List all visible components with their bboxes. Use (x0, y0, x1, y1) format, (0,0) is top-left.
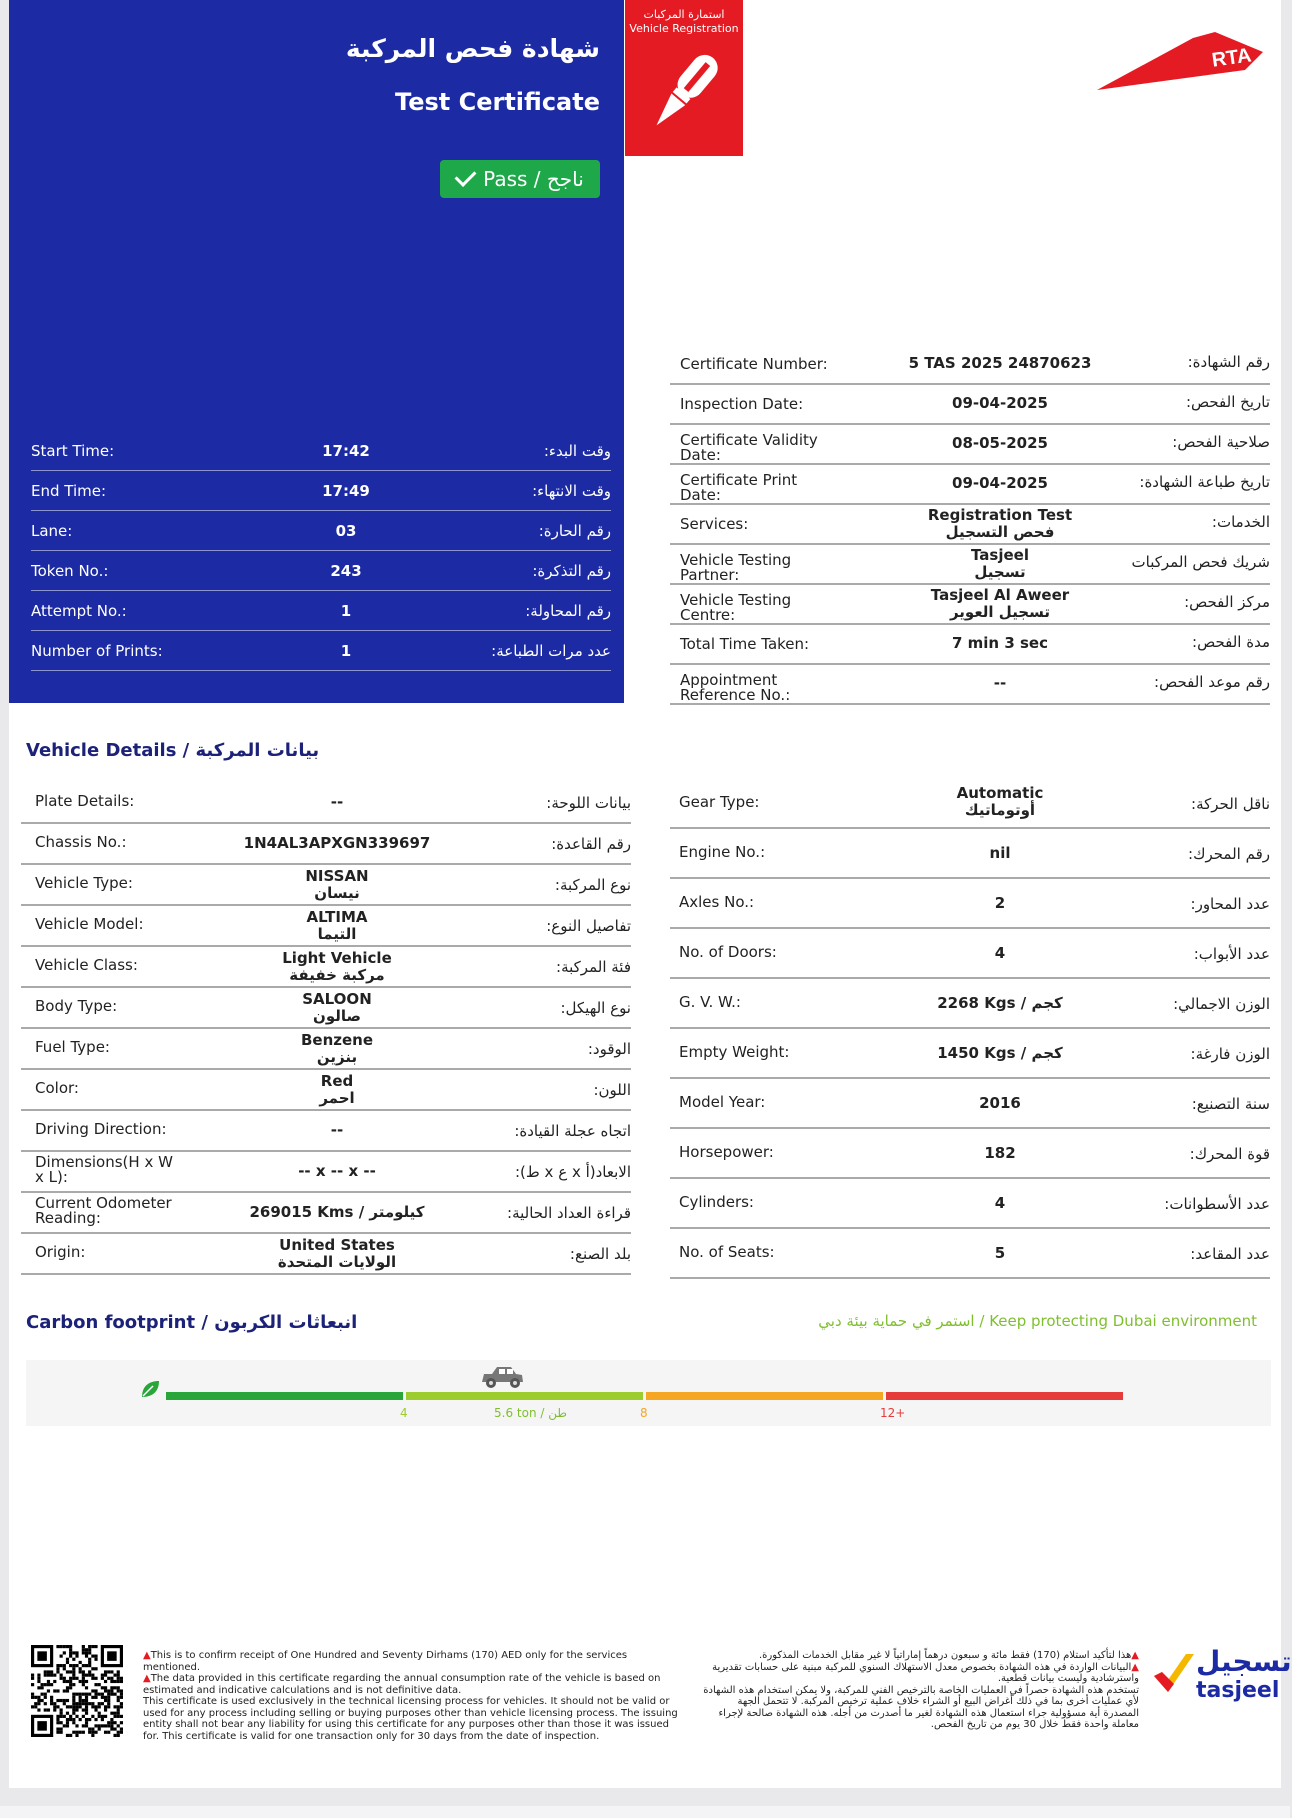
row-label-ar: اللون: (593, 1081, 631, 1099)
row-label-en: Axles No.: (679, 893, 755, 911)
row-value (870, 675, 1130, 692)
registration-tab-english: Vehicle Registration (629, 22, 739, 35)
vehicle-detail-row (21, 1028, 631, 1070)
row-value (870, 1145, 1130, 1162)
row-value-secondary: مركبة خفيفة (289, 966, 385, 984)
row-value-secondary: احمر (319, 1089, 355, 1107)
row-value (226, 1073, 448, 1107)
row-label-en: Appointment Reference No.: (680, 671, 791, 704)
row-label-en: No. of Doors: (679, 943, 777, 961)
row-label-en: No. of Seats: (679, 1243, 775, 1261)
registration-tab-arabic: استمارة المركبات (643, 8, 725, 21)
row-value-primary: 09-04-2025 (952, 394, 1048, 412)
vehicle-detail-row (21, 1233, 631, 1275)
row-label-ar: وقت الانتهاء: (532, 482, 611, 500)
vehicle-detail-row (21, 823, 631, 865)
row-value (870, 507, 1130, 541)
row-value (870, 945, 1130, 962)
vehicle-detail-row (670, 829, 1270, 879)
row-label-ar: رقم الحارة: (538, 522, 611, 540)
row-label-en: Fuel Type: (35, 1038, 110, 1056)
row-value-primary: 182 (984, 1144, 1016, 1162)
vehicle-detail-row (21, 1151, 631, 1193)
header-panel (9, 0, 624, 703)
row-value-primary: 4 (994, 944, 1006, 962)
carbon-segment-green (166, 1392, 403, 1400)
row-value-primary: Registration Test (927, 506, 1073, 524)
row-value-secondary: فحص التسجيل (945, 523, 1055, 541)
row-value-primary: 5 TAS 2025 24870623 (908, 354, 1092, 372)
row-label-en: Number of Prints: (31, 642, 163, 660)
row-label-en: Driving Direction: (35, 1120, 167, 1138)
row-value: 17:42 (322, 442, 370, 460)
row-label-ar: قوة المحرك: (1189, 1145, 1270, 1163)
row-value: 1 (340, 602, 352, 620)
row-value-secondary: صالون (313, 1007, 361, 1025)
row-label-ar: رقم التذكرة: (532, 562, 611, 580)
row-label-en: Vehicle Testing Partner: (680, 551, 792, 584)
rta-logo-text: RTA (1210, 44, 1253, 72)
row-value-primary: NISSAN (305, 867, 369, 885)
row-value (870, 547, 1130, 581)
certificate-info-row (670, 583, 1270, 625)
vehicle-detail-row (21, 1110, 631, 1152)
row-label-ar: بلد الصنع: (569, 1245, 631, 1263)
rta-logo (1095, 30, 1265, 98)
row-label-ar: عدد الأبواب: (1193, 945, 1270, 963)
row-value (870, 1095, 1130, 1112)
row-value (226, 835, 448, 852)
tasjeel-check-icon (1152, 1650, 1196, 1702)
row-label-ar: الخدمات: (1211, 513, 1270, 531)
car-marker-icon (478, 1364, 526, 1390)
row-value (870, 435, 1130, 452)
row-label-en: Vehicle Type: (35, 874, 133, 892)
disclaimer-english (143, 1650, 683, 1742)
row-value (870, 1195, 1130, 1212)
vehicle-detail-row (670, 1029, 1270, 1079)
disclaimer-ar-2: ▲البيانات الواردة في هذه الشهادة بخصوص معدل الاستهلاك السنوي للمركبة مبنية على حسابات تقديرية واسترشادية وليست بيانات قطعية. (712, 1661, 1139, 1684)
row-value-primary: Red (320, 1072, 354, 1090)
row-value-secondary: تسجيل العوير (949, 603, 1051, 621)
row-value-primary: -- (330, 793, 344, 811)
certificate-info-row (670, 623, 1270, 665)
vehicle-detail-row (21, 987, 631, 1029)
row-label-en: Services: (680, 515, 749, 533)
row-value-primary: -- (330, 1121, 344, 1139)
row-label-ar: شريك فحص المركبات (1131, 553, 1270, 571)
row-label-ar: الابعاد(أ x ع x ط): (515, 1163, 631, 1181)
certificate-info-row (670, 343, 1270, 385)
row-value-primary: Automatic (956, 784, 1044, 802)
row-value (870, 1245, 1130, 1262)
vehicle-detail-row (670, 1079, 1270, 1129)
row-value-primary: ALTIMA (306, 908, 368, 926)
certificate-info-row (670, 663, 1270, 705)
row-label-ar: عدد المحاور: (1190, 895, 1270, 913)
row-value (226, 794, 448, 811)
inspection-time-row (31, 510, 611, 551)
row-label-en: Start Time: (31, 442, 115, 460)
row-label-en: Color: (35, 1079, 79, 1097)
row-value (870, 785, 1130, 819)
vehicle-detail-row (670, 1229, 1270, 1279)
row-label-en: Horsepower: (679, 1143, 774, 1161)
row-value: 1 (340, 642, 352, 660)
row-label-en: Certificate Print Date: (680, 471, 798, 504)
disclaimer-en-3: This certificate is used exclusively in the technical licensing process for vehicles. It should not be valid or used for any process including selling or buying purposes other than vehicle licensing process. The issuing entity shall not bear any liability for using this certificate for any purposes other than those it was issued for. This certificate is valid for one transaction only for 30 days from the date of inspection. (143, 1696, 678, 1742)
row-label-en: Total Time Taken: (680, 635, 810, 653)
row-label-ar: مدة الفحص: (1192, 633, 1270, 651)
row-value-primary: Benzene (300, 1031, 374, 1049)
row-value-secondary: أوتوماتيك (964, 801, 1036, 819)
row-value-secondary: تسجيل (974, 563, 1026, 581)
row-value-primary: 5 (994, 1244, 1006, 1262)
certificate-info-row (670, 383, 1270, 425)
row-label-en: Token No.: (31, 562, 109, 580)
row-label-ar: الوزن فارغة: (1190, 1045, 1270, 1063)
row-label-en: G. V. W.: (679, 993, 741, 1011)
row-label-ar: رقم المحاولة: (525, 602, 611, 620)
row-label-en: Vehicle Testing Centre: (680, 591, 792, 624)
carbon-segment-red (886, 1392, 1123, 1400)
inspection-time-row (31, 590, 611, 631)
carbon-subtitle: Keep protecting Dubai environment / استمر في حماية بيئة دبي (818, 1312, 1257, 1330)
certificate-info-row (670, 503, 1270, 545)
row-label-ar: الوزن الاجمالي: (1173, 995, 1270, 1013)
row-label-ar: تاريخ طباعة الشهادة: (1139, 473, 1270, 491)
row-label-en: Lane: (31, 522, 73, 540)
row-value-primary: 1450 Kgs / كجم (937, 1044, 1063, 1062)
row-value-primary: 2016 (979, 1094, 1021, 1112)
certificate-page (9, 0, 1292, 1788)
row-label-ar: بيانات اللوحة: (546, 794, 631, 812)
row-value-primary: 7 min 3 sec (952, 634, 1048, 652)
row-value (870, 845, 1130, 862)
check-icon (455, 165, 477, 187)
row-label-ar: عدد مرات الطباعة: (491, 642, 611, 660)
row-value (870, 1045, 1130, 1062)
title-english: Test Certificate (395, 88, 600, 116)
row-label-ar: فئة المركبة: (556, 958, 631, 976)
row-value-primary: 09-04-2025 (952, 474, 1048, 492)
row-value-primary: -- (993, 674, 1007, 692)
row-label-en: Attempt No.: (31, 602, 127, 620)
row-value-primary: United States (279, 1236, 395, 1254)
inspection-time-row (31, 430, 611, 471)
row-value (226, 950, 448, 984)
vehicle-detail-row (21, 905, 631, 947)
row-value (870, 355, 1130, 372)
row-label-ar: قراءة العداد الحالية: (507, 1204, 631, 1222)
certificate-info-row (670, 543, 1270, 585)
row-label-en: Plate Details: (35, 792, 135, 810)
leaf-icon (139, 1378, 161, 1400)
row-value-primary: 4 (994, 1194, 1006, 1212)
row-label-ar: رقم موعد الفحص: (1154, 673, 1270, 691)
row-label-en: Inspection Date: (680, 395, 804, 413)
row-value-secondary: الولايات المتحدة (277, 1253, 397, 1271)
registration-pen-icon (634, 41, 734, 141)
row-value-primary: 2 (994, 894, 1006, 912)
row-value-secondary: نيسان (314, 884, 360, 902)
vehicle-detail-row (670, 979, 1270, 1029)
row-value (226, 868, 448, 902)
carbon-segment-orange (646, 1392, 883, 1400)
row-value (870, 475, 1130, 492)
row-value-primary: nil (989, 844, 1011, 862)
tasjeel-logo-arabic: تسجيل (1196, 1645, 1292, 1678)
row-value (870, 895, 1130, 912)
row-label-ar: وقت البدء: (543, 442, 611, 460)
row-label-en: Origin: (35, 1243, 86, 1261)
title-arabic: شهادة فحص المركبة (345, 34, 600, 63)
row-value-secondary: بنزين (316, 1048, 358, 1066)
row-label-en: Current Odometer Reading: (35, 1194, 172, 1227)
row-value: 17:49 (322, 482, 370, 500)
vehicle-detail-row (21, 1069, 631, 1111)
vehicle-detail-row (670, 1129, 1270, 1179)
row-value (226, 991, 448, 1025)
row-label-ar: اتجاه عجلة القيادة: (514, 1122, 631, 1140)
carbon-footprint-title: Carbon footprint / انبعاثات الكربون (26, 1312, 358, 1333)
row-label-ar: تاريخ الفحص: (1185, 393, 1270, 411)
vehicle-detail-row (670, 1179, 1270, 1229)
row-value-primary: 1N4AL3APXGN339697 (243, 834, 431, 852)
row-value-primary: 2268 Kgs / كجم (937, 994, 1063, 1012)
row-value-primary: SALOON (302, 990, 372, 1008)
vehicle-detail-row (21, 1192, 631, 1234)
row-label-en: Certificate Number: (680, 355, 828, 373)
row-label-en: Body Type: (35, 997, 118, 1015)
row-label-ar: عدد المقاعد: (1190, 1245, 1270, 1263)
row-label-ar: مركز الفحص: (1184, 593, 1270, 611)
row-label-en: Gear Type: (679, 793, 760, 811)
row-value (870, 635, 1130, 652)
carbon-segment-lightgreen (406, 1392, 643, 1400)
vehicle-detail-row (21, 782, 631, 824)
row-label-ar: سنة التصنيع: (1191, 1095, 1270, 1113)
disclaimer-ar-1: ▲هذا لتأكيد استلام (170) فقط مائة و سبعون درهماً إماراتياً لا غير مقابل الخدمات المذكورة. (758, 1650, 1139, 1661)
row-value-primary: -- x -- x -- (298, 1162, 376, 1180)
row-label-ar: رقم القاعدة: (551, 835, 631, 853)
row-value (226, 1237, 448, 1271)
certificate-info-row (670, 463, 1270, 505)
row-value (226, 1032, 448, 1066)
carbon-value-label: 5.6 ton / طن (494, 1406, 567, 1420)
page-bottom-strip (0, 1806, 1290, 1818)
row-value-primary: Tasjeel Al Aweer (930, 586, 1070, 604)
tasjeel-logo-english: tasjeel (1196, 1678, 1280, 1703)
row-value-primary: Light Vehicle (282, 949, 392, 967)
row-value (226, 1204, 448, 1221)
row-label-ar: نوع المركبة: (554, 876, 631, 894)
inspection-time-row (31, 470, 611, 511)
row-label-en: End Time: (31, 482, 107, 500)
disclaimer-ar-3: تستخدم هذه الشهادة حصراً في العمليات الخاصة بالترخيص الفني للمركبة، ولا يمكن استخدام هذه الشهادة لأي عمليات أخرى بما في ذلك أغراض البيع أو الشراء خلاف عملية ترخيص المركبة. لا تتحمل الجهة المصدرة أية مسؤولية جراء استعمال هذه الشهادة لغير ما أصدرت من أجله. هذه الشهادة صالحة لإجراء معاملة واحدة فقط خلال 30 يوم من تاريخ الفحص. (703, 1684, 1139, 1730)
row-label-ar: صلاحية الفحص: (1172, 433, 1270, 451)
row-value (870, 995, 1130, 1012)
row-value (870, 395, 1130, 412)
carbon-tick-8: 8 (640, 1406, 648, 1420)
row-value (870, 587, 1130, 621)
certificate-info-row (670, 423, 1270, 465)
row-label-en: Chassis No.: (35, 833, 127, 851)
row-label-ar: رقم المحرك: (1188, 845, 1270, 863)
vehicle-details-title: Vehicle Details / بيانات المركبة (26, 740, 320, 761)
row-value-primary: 269015 Kms / كيلومتر (249, 1203, 425, 1221)
row-value (226, 1122, 448, 1139)
inspection-time-row (31, 630, 611, 671)
row-value-primary: Tasjeel (971, 546, 1029, 564)
vehicle-detail-row (670, 779, 1270, 829)
row-value-secondary: التيما (317, 925, 357, 943)
row-label-ar: رقم الشهادة: (1187, 353, 1270, 371)
disclaimer-arabic (699, 1650, 1139, 1731)
inspection-time-row (31, 550, 611, 591)
vehicle-detail-row (670, 879, 1270, 929)
vehicle-detail-row (670, 929, 1270, 979)
row-label-ar: عدد الأسطوانات: (1164, 1195, 1270, 1213)
row-label-en: Model Year: (679, 1093, 766, 1111)
vehicle-detail-row (21, 864, 631, 906)
carbon-tick-12: 12+ (880, 1406, 906, 1420)
row-label-en: Certificate Validity Date: (680, 431, 818, 464)
status-label: Pass / ناجح (483, 167, 584, 191)
row-value-primary: 08-05-2025 (952, 434, 1048, 452)
row-label-en: Engine No.: (679, 843, 766, 861)
row-label-en: Cylinders: (679, 1193, 754, 1211)
vehicle-registration-tab (625, 0, 743, 156)
row-value (226, 909, 448, 943)
disclaimer-en-2: ▲The data provided in this certificate regarding the annual consumption rate of the vehicle is based on estimated and indicative calculations and is not definitive data. (143, 1673, 661, 1696)
pass-status-badge (440, 160, 600, 198)
disclaimer-en-1: ▲This is to confirm receipt of One Hundred and Seventy Dirhams (170) AED only for the services mentioned. (143, 1650, 628, 1673)
vehicle-detail-row (21, 946, 631, 988)
row-value: 03 (335, 522, 357, 540)
row-label-en: Vehicle Model: (35, 915, 144, 933)
row-value: 243 (330, 562, 362, 580)
row-label-en: Vehicle Class: (35, 956, 138, 974)
row-label-en: Empty Weight: (679, 1043, 790, 1061)
row-label-ar: تفاصيل النوع: (546, 917, 631, 935)
row-value (226, 1163, 448, 1180)
row-label-ar: الوقود: (587, 1040, 631, 1058)
row-label-en: Dimensions(H x W x L): (35, 1153, 173, 1186)
row-label-ar: ناقل الحركة: (1191, 795, 1270, 813)
row-label-ar: نوع الهيكل: (560, 999, 631, 1017)
carbon-tick-4: 4 (400, 1406, 408, 1420)
qr-code (31, 1645, 123, 1737)
